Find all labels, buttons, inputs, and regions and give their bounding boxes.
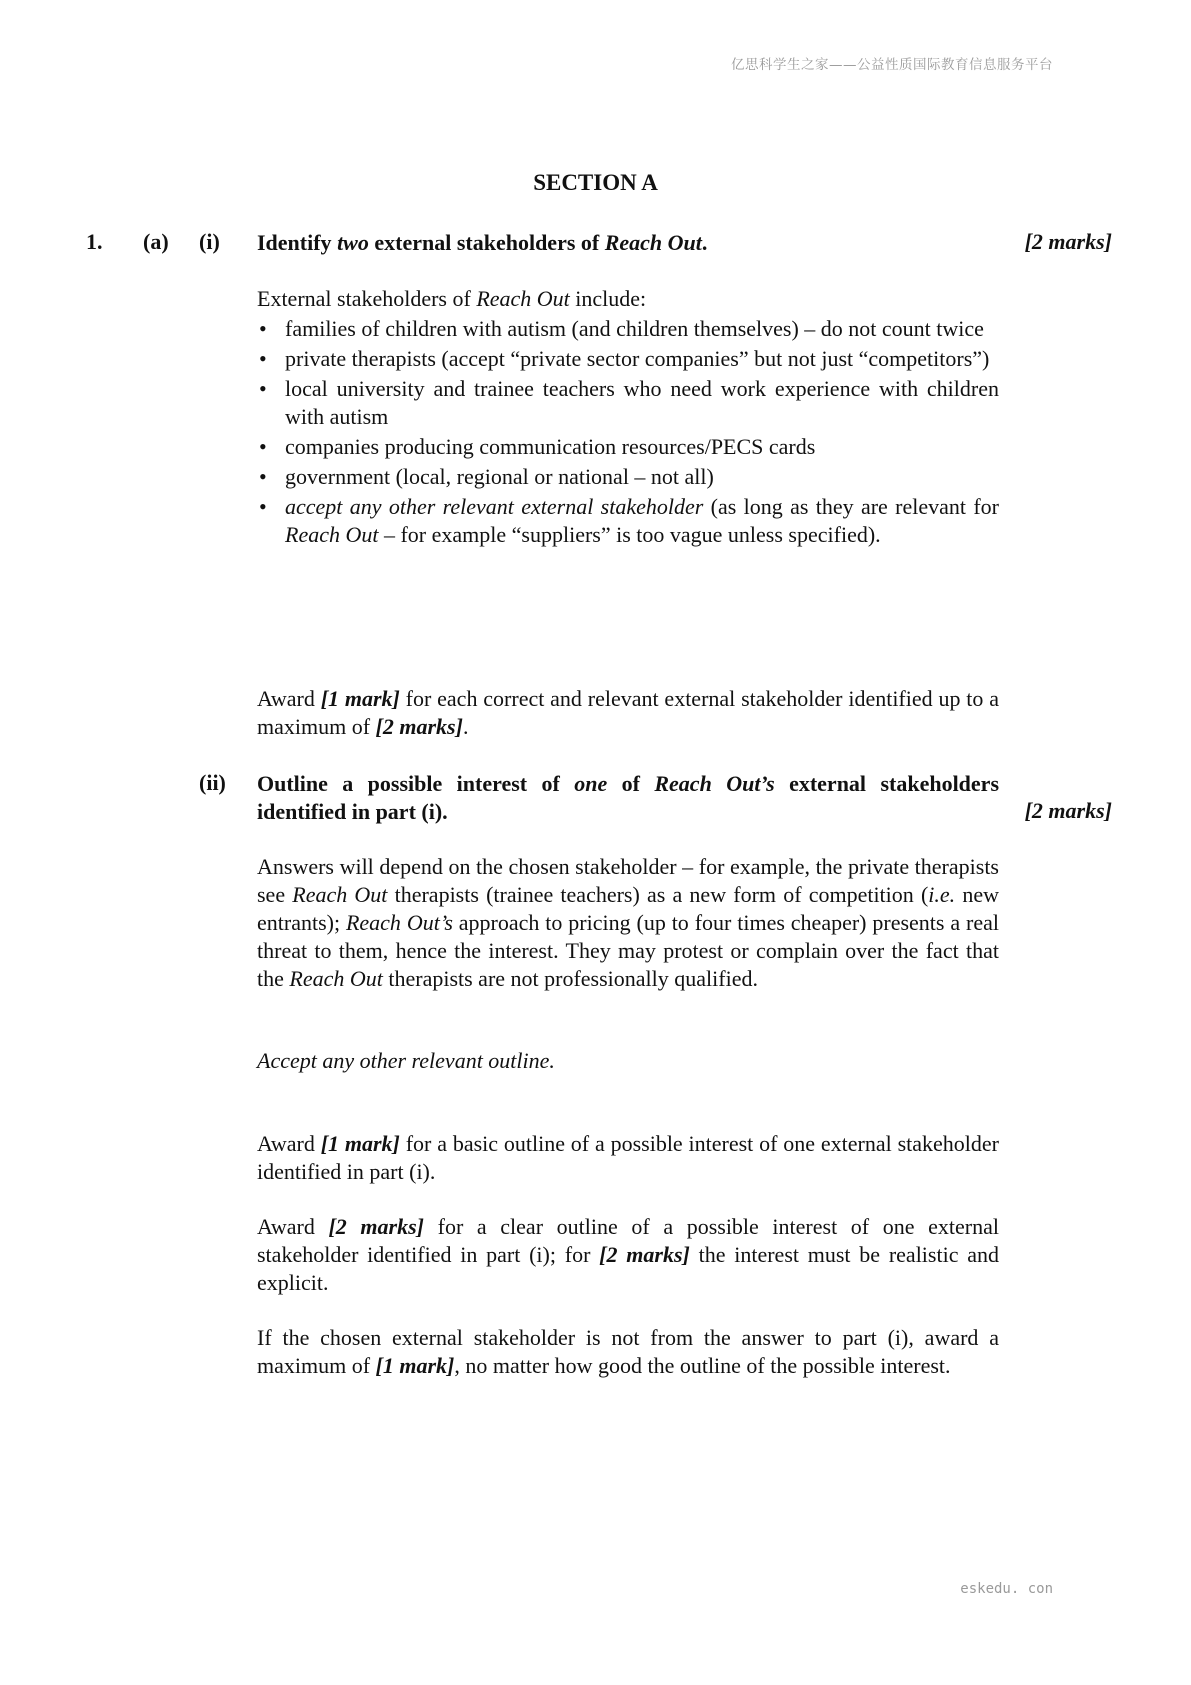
answer-i xyxy=(257,285,999,551)
section-title: SECTION A xyxy=(533,170,658,195)
subpart-ii-label: (ii) xyxy=(199,770,226,795)
answer-ii: Answers will depend on the chosen stakeholder – for example, the private therapists see Reach Out therapists (trainee teachers) as a new form of competition (i.e. new entrants); Reach Out’s approach to pricing (up to four times cheaper) presents a real threat to them, hence the interest. They may protest or complain over the fact that the Reach Out therapists are not professionally qualified. xyxy=(257,854,1000,991)
question-ii-text: Outline a possible interest of one of Reach Out’s external stakeholders identified in part (i). xyxy=(257,771,1000,824)
list-item: • local university and trainee teachers who need work experience with children with autism xyxy=(257,375,999,431)
watermark-footer: eskedu. con xyxy=(960,1581,1053,1597)
marks-i: [2 marks] xyxy=(1024,229,1112,254)
accept-note: Accept any other relevant outline. xyxy=(257,1048,555,1073)
marks-ii: [2 marks] xyxy=(1024,798,1112,823)
list-item: • government (local, regional or national – not all) xyxy=(257,463,999,491)
award-ii-1: Award [1 mark] for a basic outline of a possible interest of one external stakeholder identified in part (i). xyxy=(257,1131,999,1184)
list-item: • families of children with autism (and children themselves) – do not count twice xyxy=(257,315,999,343)
award-ii-3: If the chosen external stakeholder is not from the answer to part (i), award a maximum of [1 mark], no matter how good the outline of the possible interest. xyxy=(257,1325,999,1378)
question-number: 1. xyxy=(86,229,103,254)
answer-i-intro: External stakeholders of Reach Out include: xyxy=(257,286,647,311)
question-part-label: (a) xyxy=(143,229,169,254)
list-item: • accept any other relevant external stakeholder (as long as they are relevant for Reach Out – for example “suppliers” is too vague unless specified). xyxy=(257,493,999,549)
question-i-text: Identify two external stakeholders of Reach Out. xyxy=(257,230,708,255)
award-i: Award [1 mark] for each correct and relevant external stakeholder identified up to a maximum of [2 marks]. xyxy=(257,686,999,739)
award-ii-2: Award [2 marks] for a clear outline of a possible interest of one external stakeholder identified in part (i); for [2 marks] the interest must be realistic and explicit. xyxy=(257,1214,1000,1295)
watermark-header: 亿思科学生之家——公益性质国际教育信息服务平台 xyxy=(731,57,1053,73)
list-item: • companies producing communication resources/PECS cards xyxy=(257,433,999,461)
list-item: • private therapists (accept “private sector companies” but not just “competitors”) xyxy=(257,345,999,373)
subpart-i-label: (i) xyxy=(199,229,220,254)
